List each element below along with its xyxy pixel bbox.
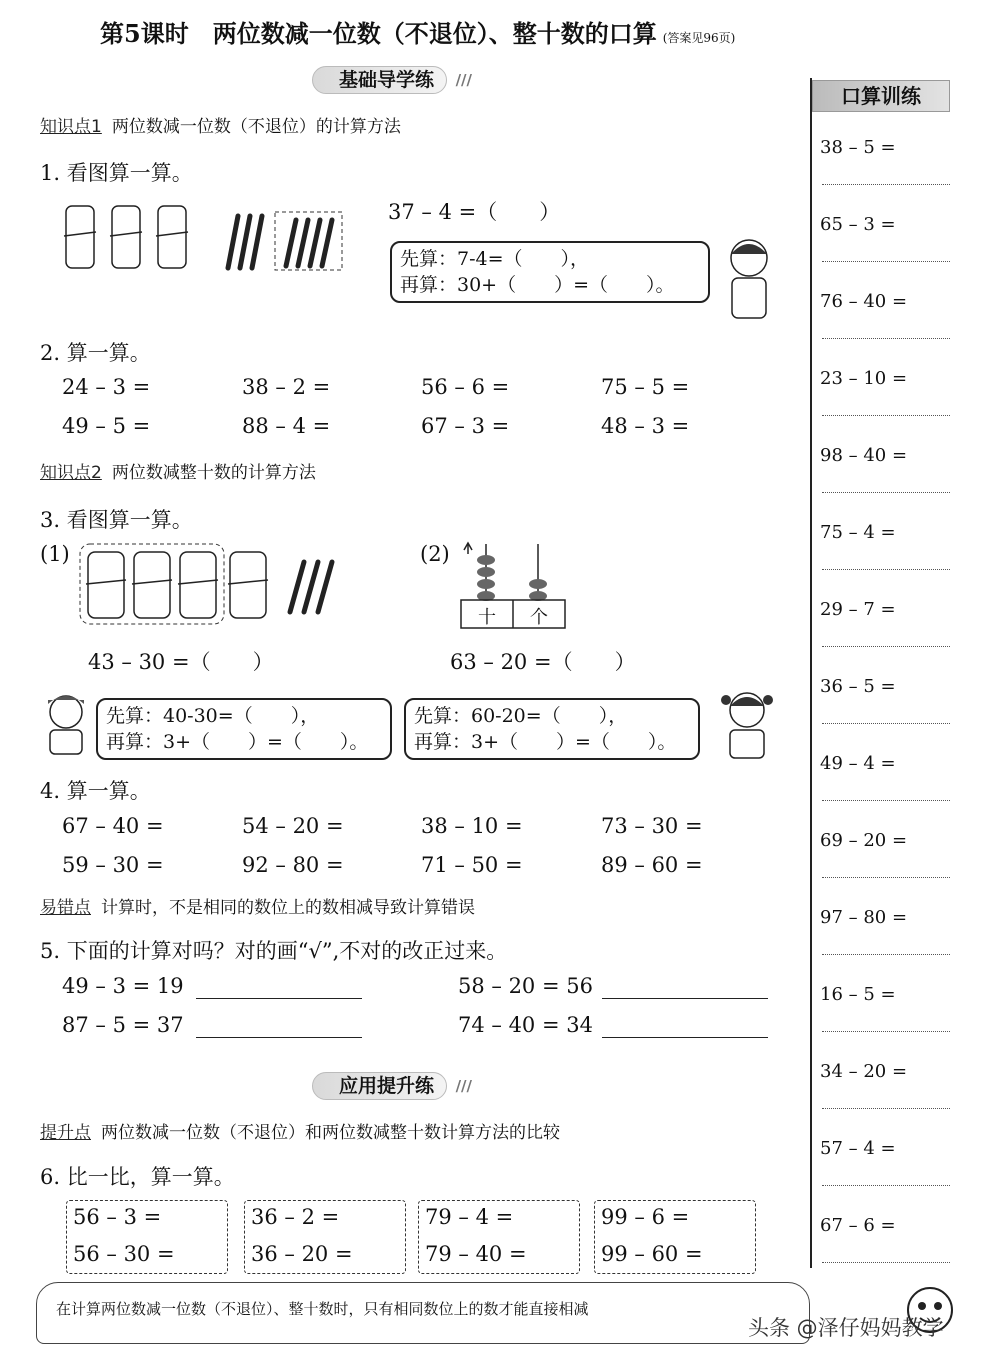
- sidebar-item: 69 – 20 =: [820, 830, 908, 851]
- sidebar-item: 34 – 20 =: [820, 1061, 908, 1082]
- sidebar-item: 38 – 5 =: [820, 137, 896, 158]
- sidebar-answer-line[interactable]: [822, 569, 950, 570]
- q1-title: 1. 看图算一算。: [40, 161, 193, 185]
- q2-title: 2. 算一算。: [40, 341, 151, 365]
- sidebar-answer-line[interactable]: [822, 800, 950, 801]
- sidebar-item: 76 – 40 =: [820, 291, 908, 312]
- compare-item: 36 – 2 =: [251, 1205, 340, 1229]
- q2-item: 67 – 3 =: [421, 414, 510, 438]
- q4-item: 71 – 50 =: [421, 853, 523, 877]
- q1-equation: 37 – 4 =（ ）: [388, 200, 561, 224]
- abacus-icon: [458, 540, 568, 630]
- girl-icon: [716, 232, 782, 322]
- single-sticks-icon: [290, 562, 332, 612]
- sidebar-item: 98 – 40 =: [820, 445, 908, 466]
- kp2-tag: 知识点2: [40, 463, 102, 483]
- q2-item: 49 – 5 =: [62, 414, 151, 438]
- compare-item: 56 – 3 =: [73, 1205, 162, 1229]
- answer-line[interactable]: [602, 1037, 768, 1038]
- upgrade-point: [40, 1118, 560, 1143]
- q2-item: 56 – 6 =: [421, 375, 510, 399]
- sidebar-answer-line[interactable]: [822, 415, 950, 416]
- q4-item: 73 – 30 =: [601, 814, 703, 838]
- banner-basic: 基础导学练 ///: [312, 66, 447, 94]
- compare-item: 56 – 30 =: [73, 1242, 175, 1266]
- q5-title: 5. 下面的计算对吗？对的画“√”,不对的改正过来。: [40, 939, 508, 963]
- q4-title: 4. 算一算。: [40, 779, 151, 803]
- sidebar-answer-line[interactable]: [822, 646, 950, 647]
- sidebar-item: 16 – 5 =: [820, 984, 896, 1005]
- knowledge-point-1: [40, 112, 401, 137]
- sidebar-answer-line[interactable]: [822, 877, 950, 878]
- sidebar-answer-line[interactable]: [822, 954, 950, 955]
- compare-box: [418, 1200, 580, 1274]
- sidebar-answer-line[interactable]: [822, 338, 950, 339]
- q5-item: 49 – 3 = 19: [62, 974, 184, 998]
- q1-step1: 先算：7-4=（ ），: [400, 248, 590, 270]
- sidebar-answer-line[interactable]: [822, 1262, 950, 1263]
- compare-item: 99 – 60 =: [601, 1242, 703, 1266]
- q4-item: 38 – 10 =: [421, 814, 523, 838]
- sidebar-item: 29 – 7 =: [820, 599, 896, 620]
- q1-speech-bubble: [390, 241, 710, 303]
- sidebar-item: 36 – 5 =: [820, 676, 896, 697]
- q3-right-speech-bubble: [404, 698, 700, 760]
- q4-item: 54 – 20 =: [242, 814, 344, 838]
- single-sticks-icon: [228, 216, 332, 268]
- q3-equation-2: 63 – 20 =（ ）: [450, 650, 636, 674]
- girl-icon: [716, 684, 778, 760]
- q4-item: 59 – 30 =: [62, 853, 164, 877]
- answer-line[interactable]: [196, 998, 362, 999]
- q5-item: 87 – 5 = 37: [62, 1013, 184, 1037]
- sidebar-item: 65 – 3 =: [820, 214, 896, 235]
- sidebar-oral-practice: [810, 78, 962, 1268]
- page-title: 第5课时 两位数减一位数（不退位）、整十数的口算 (答案见96页): [100, 19, 736, 48]
- sidebar-item: 23 – 10 =: [820, 368, 908, 389]
- err-text: 计算时，不是相同的数位上的数相减导致计算错误: [101, 898, 475, 918]
- sidebar-answer-line[interactable]: [822, 261, 950, 262]
- answer-line[interactable]: [196, 1037, 362, 1038]
- bundle-icon: [86, 552, 268, 618]
- q4-item: 92 – 80 =: [242, 853, 344, 877]
- kp1-text: 两位数减一位数（不退位）的计算方法: [111, 117, 401, 137]
- compare-box: [244, 1200, 406, 1274]
- sidebar-answer-line[interactable]: [822, 184, 950, 185]
- dashed-circle-box: [80, 544, 224, 624]
- abacus-ones-label: 个: [530, 607, 548, 628]
- sidebar-header: 口算训练: [812, 80, 950, 112]
- up-text: 两位数减一位数（不退位）和两位数减整十数计算方法的比较: [101, 1123, 560, 1143]
- sidebar-item: 67 – 6 =: [820, 1215, 896, 1236]
- answer-line[interactable]: [602, 998, 768, 999]
- compare-item: 99 – 6 =: [601, 1205, 690, 1229]
- watermark: 头条 @泽仔妈妈教学: [748, 1316, 944, 1340]
- abacus-tens-label: 十: [478, 607, 496, 628]
- q2-item: 88 – 4 =: [242, 414, 331, 438]
- q3-equation-1: 43 – 30 =（ ）: [88, 650, 274, 674]
- sidebar-answer-line[interactable]: [822, 1185, 950, 1186]
- q3-part2-label: (2): [420, 542, 450, 566]
- q3-right-step1: 先算：60-20=（ ），: [414, 705, 628, 727]
- compare-item: 36 – 20 =: [251, 1242, 353, 1266]
- q3-sticks-figure: [78, 540, 358, 628]
- q4-item: 89 – 60 =: [601, 853, 703, 877]
- boy-icon: [40, 688, 92, 756]
- q5-item: 74 – 40 = 34: [458, 1013, 593, 1037]
- q3-left-step1: 先算：40-30=（ ），: [106, 705, 320, 727]
- q3-title: 3. 看图算一算。: [40, 508, 193, 532]
- q2-item: 24 – 3 =: [62, 375, 151, 399]
- err-tag: 易错点: [40, 898, 91, 918]
- q3-part1-label: (1): [40, 542, 70, 566]
- error-point: [40, 893, 475, 918]
- up-tag: 提升点: [40, 1123, 91, 1143]
- answer-note: (答案见96页): [662, 31, 736, 45]
- q2-item: 48 – 3 =: [601, 414, 690, 438]
- q1-step2: 再算：30+（ ）=（ ）。: [400, 274, 675, 296]
- kp1-tag: 知识点1: [40, 117, 102, 137]
- q2-item: 38 – 2 =: [242, 375, 331, 399]
- knowledge-point-2: [40, 458, 316, 483]
- bundle-icon: [64, 206, 188, 268]
- sidebar-answer-line[interactable]: [822, 1031, 950, 1032]
- footer-note: 在计算两位数减一位数（不退位）、整十数时，只有相同数位上的数才能直接相减: [56, 1300, 589, 1318]
- q4-item: 67 – 40 =: [62, 814, 164, 838]
- compare-item: 79 – 4 =: [425, 1205, 514, 1229]
- banner-apply: 应用提升练 ///: [312, 1072, 447, 1100]
- sidebar-item: 49 – 4 =: [820, 753, 896, 774]
- q5-item: 58 – 20 = 56: [458, 974, 593, 998]
- compare-box: [66, 1200, 228, 1274]
- q3-left-speech-bubble: [96, 698, 392, 760]
- compare-item: 79 – 40 =: [425, 1242, 527, 1266]
- compare-box: [594, 1200, 756, 1274]
- kp2-text: 两位数减整十数的计算方法: [111, 463, 316, 483]
- sidebar-item: 75 – 4 =: [820, 522, 896, 543]
- q1-sticks-figure: [60, 198, 350, 278]
- q2-item: 75 – 5 =: [601, 375, 690, 399]
- sidebar-answer-line[interactable]: [822, 723, 950, 724]
- q3-right-step2: 再算：3+（ ）=（ ）。: [414, 731, 677, 753]
- sidebar-answer-line[interactable]: [822, 492, 950, 493]
- sidebar-answer-line[interactable]: [822, 1108, 950, 1109]
- q3-left-step2: 再算：3+（ ）=（ ）。: [106, 731, 369, 753]
- q6-title: 6. 比一比，算一算。: [40, 1165, 235, 1189]
- sidebar-item: 57 – 4 =: [820, 1138, 896, 1159]
- sidebar-item: 97 – 80 =: [820, 907, 908, 928]
